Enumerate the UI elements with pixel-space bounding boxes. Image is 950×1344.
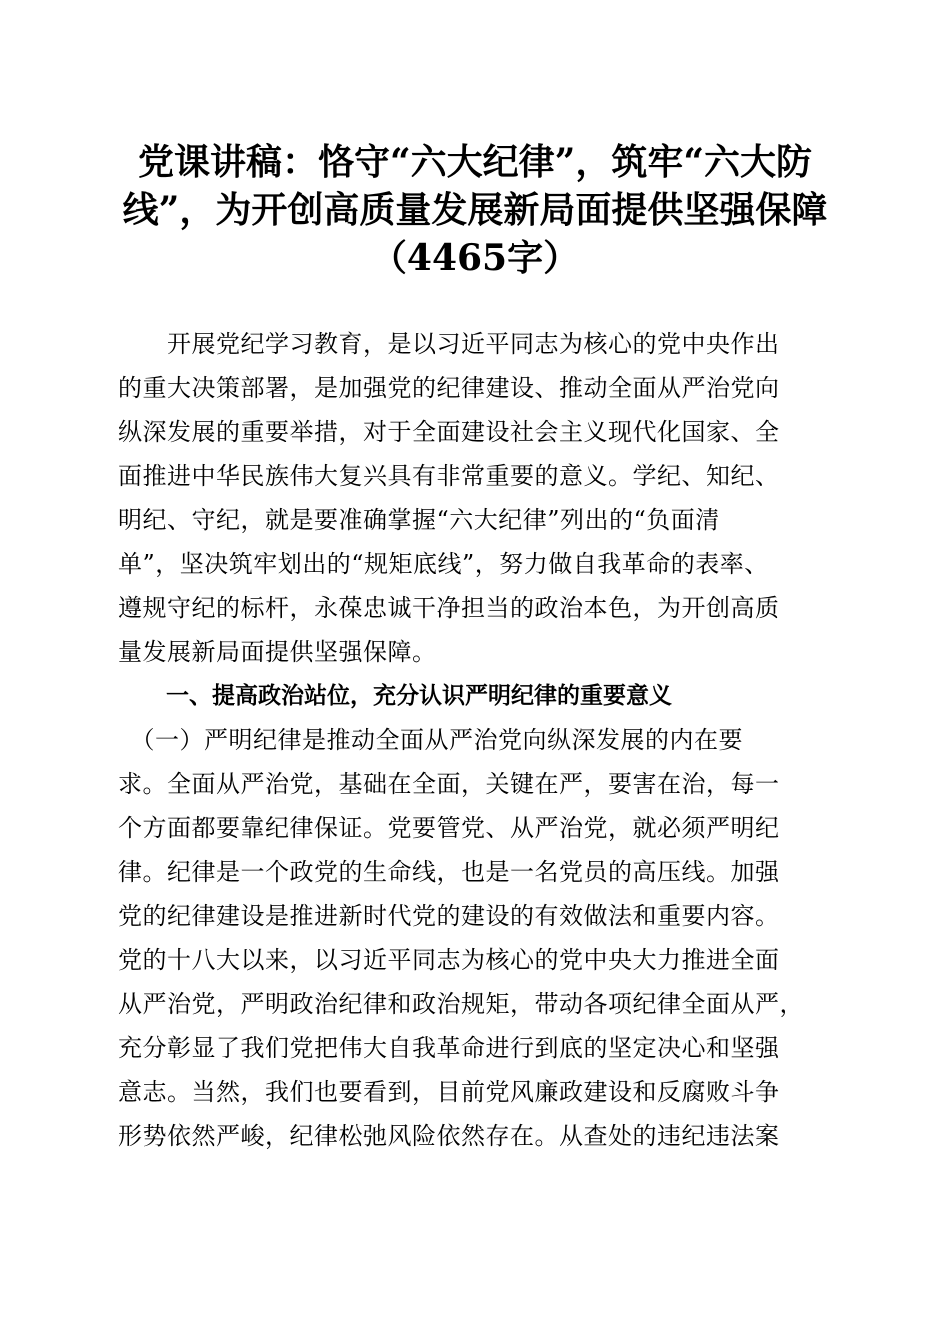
text-line: 明纪、守纪，就是要准确掌握“六大纪律”列出的“负面清 <box>118 506 720 534</box>
document-title <box>100 138 850 282</box>
text-line: 从严治党，严明政治纪律和政治规矩，带动各项纪律全面从严， <box>118 990 804 1018</box>
text-line: 个方面都要靠纪律保证。党要管党、从严治党，就必须严明纪 <box>118 814 780 842</box>
text-line: 求。全面从严治党，基础在全面，关键在严，要害在治，每一 <box>118 770 780 798</box>
text-line: 开展党纪学习教育，是以习近平同志为核心的党中央作出 <box>118 330 780 358</box>
title-line: 党课讲稿：恪守“六大纪律”，筑牢“六大防 <box>137 141 813 183</box>
text-line: 形势依然严峻，纪律松弛风险依然存在。从查处的违纪违法案 <box>118 1122 780 1150</box>
text-line: 遵规守纪的标杆，永葆忠诚干净担当的政治本色，为开创高质 <box>118 594 780 622</box>
text-line: 量发展新局面提供坚强保障。 <box>118 638 437 666</box>
text-line: 律。纪律是一个政党的生命线，也是一名党员的高压线。加强 <box>118 858 780 886</box>
text-line: （一）严明纪律是推动全面从严治党向纵深发展的内在要 <box>118 726 743 754</box>
title-subline-word-count: （4465字） <box>370 237 580 279</box>
text-line: 纵深发展的重要举措，对于全面建设社会主义现代化国家、全 <box>118 418 780 446</box>
title-line: 线”，为开创高质量发展新局面提供坚强保障 <box>122 189 828 231</box>
text-line: 党的十八大以来，以习近平同志为核心的党中央大力推进全面 <box>118 946 780 974</box>
text-line: 党的纪律建设是推进新时代党的建设的有效做法和重要内容。 <box>118 902 780 930</box>
text-line: 面推进中华民族伟大复兴具有非常重要的意义。学纪、知纪、 <box>118 462 780 490</box>
text-line: 意志。当然，我们也要看到，目前党风廉政建设和反腐败斗争 <box>118 1078 780 1106</box>
text-line: 单”，坚决筑牢划出的“规矩底线”，努力做自我革命的表率、 <box>118 550 769 578</box>
document-body <box>118 322 838 1158</box>
text-line: 充分彰显了我们党把伟大自我革命进行到底的坚定决心和坚强 <box>118 1034 780 1062</box>
section-paragraph <box>118 718 838 1158</box>
text-line: 的重大决策部署，是加强党的纪律建设、推动全面从严治党向 <box>118 374 780 402</box>
section-heading: 一、提高政治站位，充分认识严明纪律的重要意义 <box>166 683 672 709</box>
intro-paragraph <box>118 322 838 674</box>
